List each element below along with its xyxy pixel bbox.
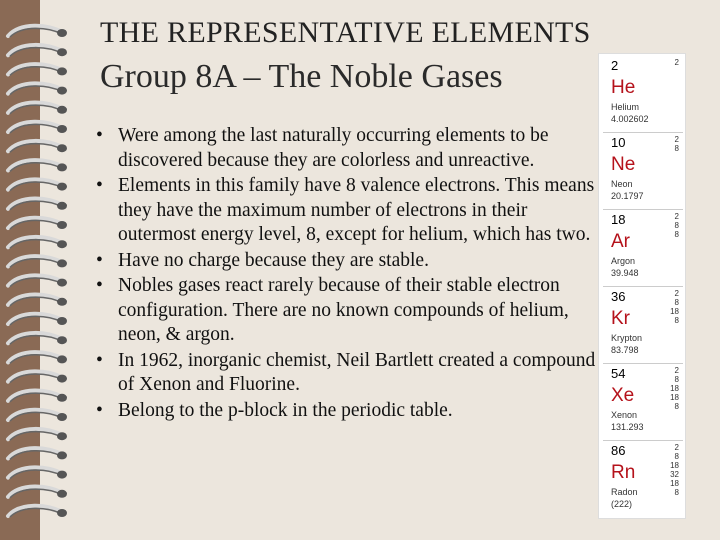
bullet-dot: • xyxy=(96,349,103,371)
bullet-item: • Elements in this family have 8 valence electrons. This means they have the maximum number of electrons in their outermost energy level, 8, except for helium, which has two. xyxy=(96,175,595,245)
atomic-mass: 4.002602 xyxy=(611,114,649,124)
binding-hole xyxy=(57,67,67,75)
element-name: Neon xyxy=(611,179,633,189)
atomic-mass: 39.948 xyxy=(611,268,639,278)
bullet-dot: • xyxy=(96,275,103,296)
binding-hole xyxy=(57,490,67,498)
atomic-number: 2 xyxy=(611,58,619,73)
binding-hole xyxy=(57,375,67,383)
atomic-mass: 131.293 xyxy=(611,422,644,432)
element-symbol: Ne xyxy=(611,154,636,175)
element-name: Helium xyxy=(611,102,640,112)
binding-hole xyxy=(57,240,67,248)
binding-hole xyxy=(57,221,67,229)
atomic-number: 18 xyxy=(611,212,626,227)
bullet-dot: • xyxy=(96,399,103,421)
element-name: Argon xyxy=(611,256,636,266)
bullet-item: • Belong to the p-block in the periodic table. xyxy=(96,399,596,424)
binding-hole xyxy=(57,317,67,325)
bullet-item: • Were among the last naturally occurring elements to be discovered because they are colorless and unreactive. xyxy=(96,125,549,171)
binding-hole xyxy=(57,355,67,363)
slide-subtitle: Group 8A – The Noble Gases xyxy=(100,58,503,95)
spiral-binding xyxy=(0,0,80,540)
element-cell-rn xyxy=(603,441,683,517)
binding-hole xyxy=(57,509,67,517)
binding-hole xyxy=(57,432,67,440)
atomic-number: 36 xyxy=(611,289,626,304)
binding-hole xyxy=(57,471,67,479)
element-symbol: Kr xyxy=(611,308,630,329)
bullet-dot: • xyxy=(96,125,103,146)
element-cell-kr xyxy=(603,287,683,364)
element-symbol: Xe xyxy=(611,385,635,406)
binding-hole xyxy=(57,259,67,267)
binding-hole xyxy=(57,394,67,402)
bullet-list xyxy=(96,124,596,424)
slide-title: THE REPRESENTATIVE ELEMENTS xyxy=(100,16,591,49)
binding-hole xyxy=(57,125,67,133)
element-name: Krypton xyxy=(611,333,643,343)
atomic-number: 86 xyxy=(611,443,626,458)
element-symbol: Rn xyxy=(611,462,636,483)
binding-hole xyxy=(57,298,67,306)
electron-shells: 2 8 xyxy=(674,135,679,153)
element-name: Xenon xyxy=(611,410,638,420)
element-cell-ne xyxy=(603,133,683,210)
atomic-number: 10 xyxy=(611,135,626,150)
atomic-mass: 83.798 xyxy=(611,345,639,355)
electron-shells: 2 8 18 18 8 xyxy=(670,366,679,411)
binding-hole xyxy=(57,183,67,191)
binding-hole xyxy=(57,163,67,171)
binding-hole xyxy=(57,106,67,114)
element-symbol: He xyxy=(611,77,636,98)
element-cell-he xyxy=(603,56,683,133)
noble-gas-column xyxy=(598,53,686,519)
bullet-dot: • xyxy=(96,249,103,271)
atomic-number: 54 xyxy=(611,366,626,381)
atomic-mass: (222) xyxy=(611,499,633,509)
electron-shells: 2 8 8 xyxy=(674,212,679,239)
electron-shells: 2 xyxy=(674,58,679,67)
binding-hole xyxy=(57,48,67,56)
binding-hole xyxy=(57,279,67,287)
binding-hole xyxy=(57,336,67,344)
atomic-mass: 20.1797 xyxy=(611,191,644,201)
binding-hole xyxy=(57,413,67,421)
binding-hole xyxy=(57,29,67,37)
electron-shells: 2 8 18 8 xyxy=(670,289,679,325)
element-cell-ar xyxy=(603,210,683,287)
element-name: Radon xyxy=(611,487,638,497)
bullet-item: • Nobles gases react rarely because of their stable electron configuration. There are no known compounds of helium, neon, & argon. xyxy=(96,275,569,345)
bullet-dot: • xyxy=(96,175,103,196)
bullet-item: • Have no charge because they are stable. xyxy=(96,249,596,274)
element-cell-xe xyxy=(603,364,683,441)
element-symbol: Ar xyxy=(611,231,630,252)
binding-hole xyxy=(57,144,67,152)
bullet-item: • In 1962, inorganic chemist, Neil Bartlett created a compound of Xenon and Fluorine. xyxy=(96,349,596,395)
binding-hole xyxy=(57,87,67,95)
electron-shells: 2 8 18 32 18 8 xyxy=(670,443,679,497)
binding-hole xyxy=(57,202,67,210)
binding-hole xyxy=(57,451,67,459)
